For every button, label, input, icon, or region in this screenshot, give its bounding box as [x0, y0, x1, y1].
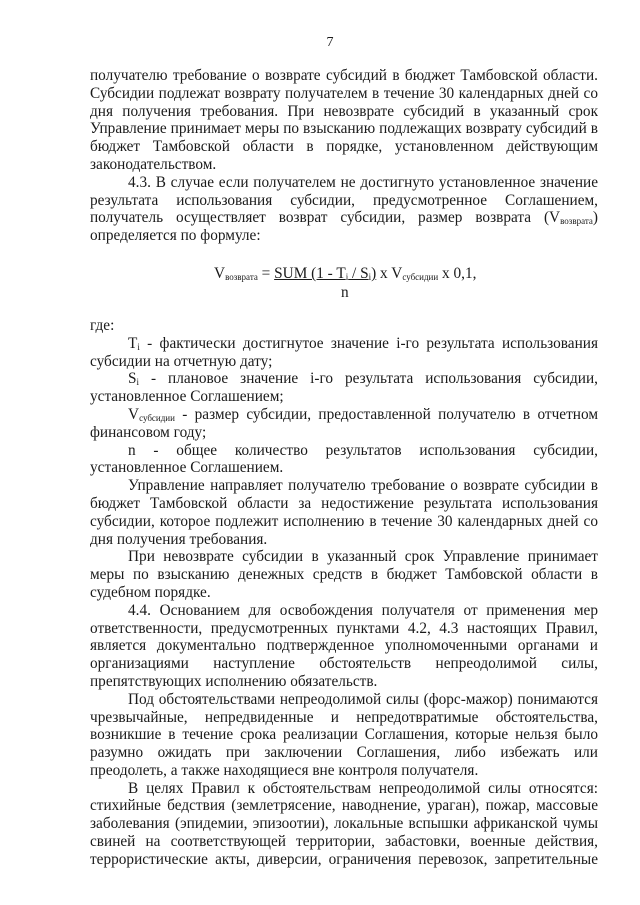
text-line: стихийные бедствия (землетрясение, наводнение, ураган), пожар, массовые — [90, 797, 598, 815]
paragraph-force-majeure — [90, 691, 598, 780]
text-line: Под обстоятельствами непреодолимой силы (форс-мажор) понимаются — [128, 690, 598, 708]
text-line: Управление направляет получателю требование о возврате субсидии в — [128, 477, 598, 495]
text-line: бюджет Тамбовской области в порядке, установленном действующим — [90, 138, 598, 156]
text-line: возникшие в течение срока реализации Соглашения, которые нельзя было — [90, 726, 598, 744]
formula-denominator: n — [341, 283, 349, 301]
text-line: террористические акты, диверсии, ограничения перевозок, запретительные — [90, 850, 598, 868]
definition-v: $V_{субсидии}$ - размер субсидии, предоставленной получателю в отчетном — [128, 405, 598, 423]
text-line: судебном порядке. — [90, 583, 211, 601]
text-line: разумно ожидать при заключении Соглашения, либо избежать или — [90, 744, 598, 762]
text-line: чрезвычайные, непредвиденные и непредотвратимые обстоятельства, — [90, 708, 598, 726]
text-line: Субсидии подлежат возврату получателем в течение 30 календарных дней со — [90, 84, 598, 102]
text-line-with-subscript: получатель осуществляет возврат субсидии, размер возврата $(V_{возврата})$ — [90, 209, 598, 227]
text-line: Управление принимает меры по взысканию подлежащих возврату субсидий в — [90, 120, 598, 138]
text-line: является документально подтвержденное уполномоченными органами и — [90, 637, 598, 655]
definition-t: $T_i$ - фактически достигнутое значение i-го результата использования — [128, 334, 598, 352]
text-line: дня получения требования. — [90, 530, 268, 548]
text-line: преодолеть, а также находящиеся вне контроля получателя. — [90, 761, 479, 779]
text-line: субсидии, которое подлежит исполнению в течение 30 календарных дней со — [90, 512, 598, 530]
text-line: бюджет Тамбовской области за недостижение результата использования — [90, 494, 598, 512]
text-line: организациями наступление обстоятельств непреодолимой силы, — [90, 655, 598, 673]
text-line: свиней на соответствующей территории, забастовки, военные действия, — [90, 833, 598, 851]
text-line: меры по взысканию денежных средств в бюджет Тамбовской области в — [90, 566, 598, 584]
definitions — [90, 317, 598, 477]
paragraph-non-return — [90, 548, 598, 601]
text-line: заболевания (эпидемии, эпизоотии), локальные вспышки африканской чумы — [90, 815, 598, 833]
paragraph-return-demand — [90, 477, 598, 548]
page-number: 7 — [326, 35, 334, 50]
text-line: субсидии на отчетную дату; — [90, 352, 273, 370]
formula-numerator-line: $V_{возврата}$ = SUM $(1 - T_i / S_i)$ x $V_{субсидии}$ x 0,1, — [214, 264, 477, 282]
paragraph-4-3 — [90, 174, 598, 245]
definition-s: $S_i$ - плановое значение i-го результата использования субсидии, — [128, 370, 598, 388]
text-line: препятствующих исполнению обязательств. — [90, 672, 378, 690]
text-line: В целях Правил к обстоятельствам непреодолимой силы относятся: — [128, 779, 598, 797]
text-line: определяется по формуле: — [90, 227, 261, 245]
where-label: где: — [90, 316, 115, 334]
text-line: законодательством. — [90, 155, 217, 173]
text-line: 4.4. Основанием для освобождения получателя от применения мер — [128, 601, 598, 619]
document-body — [90, 67, 598, 869]
text-line: дня получения требования. При невозврате субсидий в указанный срок — [90, 102, 598, 120]
text-line: установленное Соглашением; — [90, 388, 284, 406]
paragraph-4-4 — [90, 602, 598, 691]
text-line: При невозврате субсидии в указанный срок Управление принимает — [128, 548, 598, 566]
text-line: финансовом году; — [90, 423, 207, 441]
paragraph-circumstances — [90, 780, 598, 869]
formula — [90, 265, 598, 301]
text-line: установленное Соглашением. — [90, 459, 284, 477]
paragraph-continuation — [90, 67, 598, 174]
text-line: ответственности, предусмотренных пунктами 4.2, 4.3 настоящих Правил, — [90, 619, 598, 637]
definition-n: n - общее количество результатов использования субсидии, — [128, 441, 598, 459]
text-line: результата использования субсидии, предусмотренное Соглашением, — [90, 191, 598, 209]
text-line: 4.3. В случае если получателем не достигнуто установленное значение — [128, 173, 598, 191]
text-line: получателю требование о возврате субсидий в бюджет Тамбовской области. — [90, 67, 598, 84]
